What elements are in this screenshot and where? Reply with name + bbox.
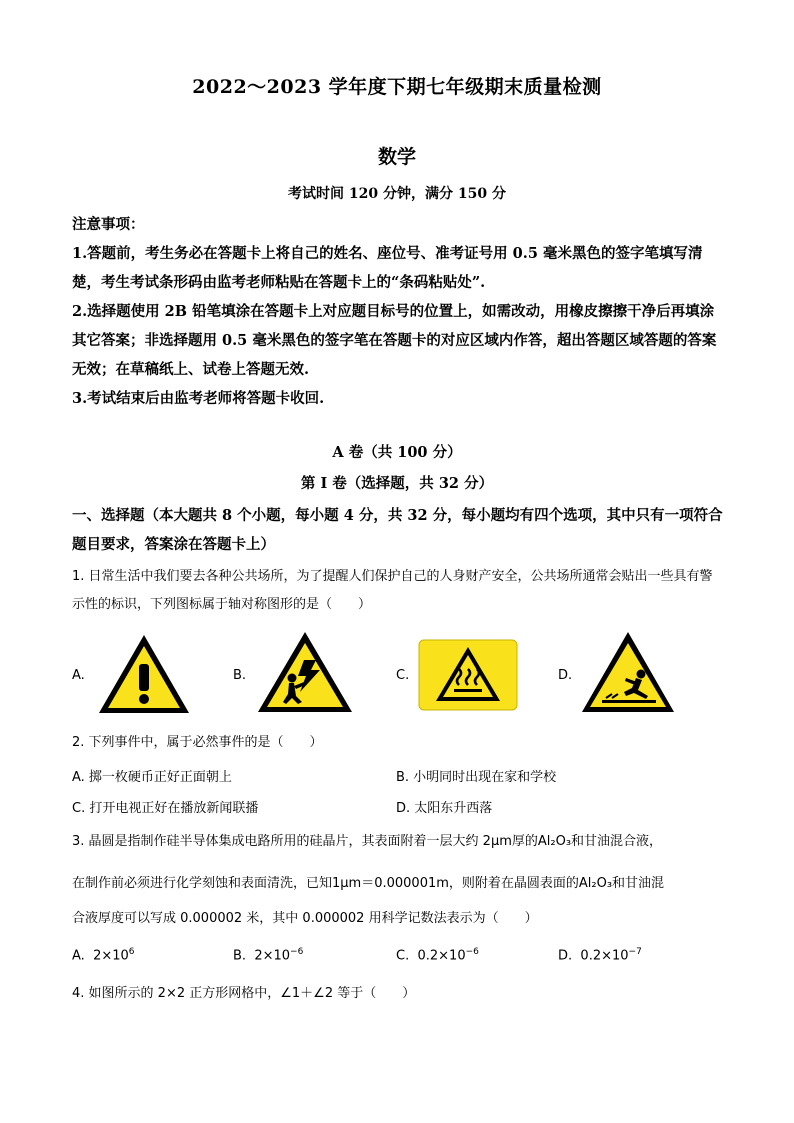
slippery-floor-warning-icon (580, 630, 676, 714)
q1-option-b-label: B. (233, 668, 247, 683)
exam-info: 考试时间 120 分钟，满分 150 分 (288, 186, 506, 202)
q3-option-a-base: 2×10 (93, 948, 129, 964)
question-3-line-3: 合液厚度可以写成 0.000002 米，其中 0.000002 用科学记数法表示为（ ） (72, 911, 538, 926)
section-heading: 一、选择题（本大题共 8 个小题，每小题 4 分，共 32 分，每小题均有四个选项，其中只有一项符合题目要求，答案涂在答题卡上） (72, 507, 723, 553)
question-1-stem: 1. 日常生活中我们要去各种公共场所，为了提醒人们保护自己的人身财产安全，公共场所通常会贴出一些具有警示性的标识，下列图标属于轴对称图形的是（ ） (72, 569, 713, 612)
q3-option-d-base: 0.2×10 (580, 948, 629, 964)
exam-title: 2022～2023 学年度下期七年级期末质量检测 (192, 76, 602, 98)
note-item: 2.选择题使用 2B 铅笔填涂在答题卡上对应题目标号的位置上，如需改动，用橡皮擦擦干净后再填涂其它答案；非选择题用 0.5 毫米黑色的签字笔在答题卡的对应区域内作答，超出答题区域答题的答案无效；在草稿纸上、试卷上答题无效. (72, 303, 717, 378)
q3-option-c-exp: −6 (465, 947, 479, 957)
q3-option-a (72, 947, 135, 963)
hot-surface-warning-icon (418, 639, 518, 711)
q3-option-c (396, 947, 479, 963)
notes-block (72, 210, 724, 413)
q2-option-d: D. 太阳东升西落 (396, 801, 493, 816)
q1-option-a-label: A. (72, 668, 85, 683)
q3-option-a-label: A. (72, 948, 85, 964)
question-2-stem: 2. 下列事件中，属于必然事件的是（ ） (72, 735, 323, 750)
electric-shock-warning-icon (256, 630, 354, 714)
q2-option-c: C. 打开电视正好在播放新闻联播 (72, 801, 259, 816)
question-3-line-1: 3. 晶圆是指制作硅半导体集成电路所用的硅晶片，其表面附着一层大约 2μm厚的Al₂O₃和甘油混合液， (72, 834, 663, 849)
q3-option-b-exp: −6 (290, 947, 304, 957)
q3-option-b-label: B. (233, 948, 247, 964)
q1-option-d-label: D. (558, 668, 573, 683)
exclamation-warning-icon (96, 632, 192, 716)
subject-title: 数学 (377, 146, 416, 168)
q3-option-c-label: C. (396, 948, 410, 964)
question-4-stem: 4. 如图所示的 2×2 正方形网格中，∠1＋∠2 等于（ ） (72, 986, 416, 1001)
notes-heading: 注意事项： (72, 216, 145, 233)
q2-option-a: A. 掷一枚硬币正好正面朝上 (72, 770, 232, 785)
part-one-heading: 第 I 卷（选择题，共 32 分） (300, 475, 494, 492)
question-3-line-2: 在制作前必须进行化学刻蚀和表面清洗，已知1μm＝0.000001m，则附着在晶圆表面的Al₂O₃和甘油混 (72, 876, 665, 891)
q1-option-c-label: C. (396, 668, 410, 683)
q3-option-d-exp: −7 (628, 947, 642, 957)
note-item: 3.考试结束后由监考老师将答题卡收回. (72, 390, 325, 407)
q3-option-d-label: D. (558, 948, 573, 964)
q3-option-b (233, 947, 303, 963)
q3-option-a-exp: 6 (128, 947, 135, 957)
q3-option-d (558, 947, 642, 963)
note-item: 1.答题前，考生务必在答题卡上将自己的姓名、座位号、准考证号用 0.5 毫米黑色的签字笔填写清楚，考生考试条形码由监考老师粘贴在答题卡上的“条码粘贴处”. (72, 245, 703, 291)
q3-option-c-base: 0.2×10 (417, 948, 466, 964)
q2-option-b: B. 小明同时出现在家和学校 (396, 770, 557, 785)
volume-a-heading: A 卷（共 100 分） (332, 444, 462, 461)
q3-option-b-base: 2×10 (254, 948, 291, 964)
